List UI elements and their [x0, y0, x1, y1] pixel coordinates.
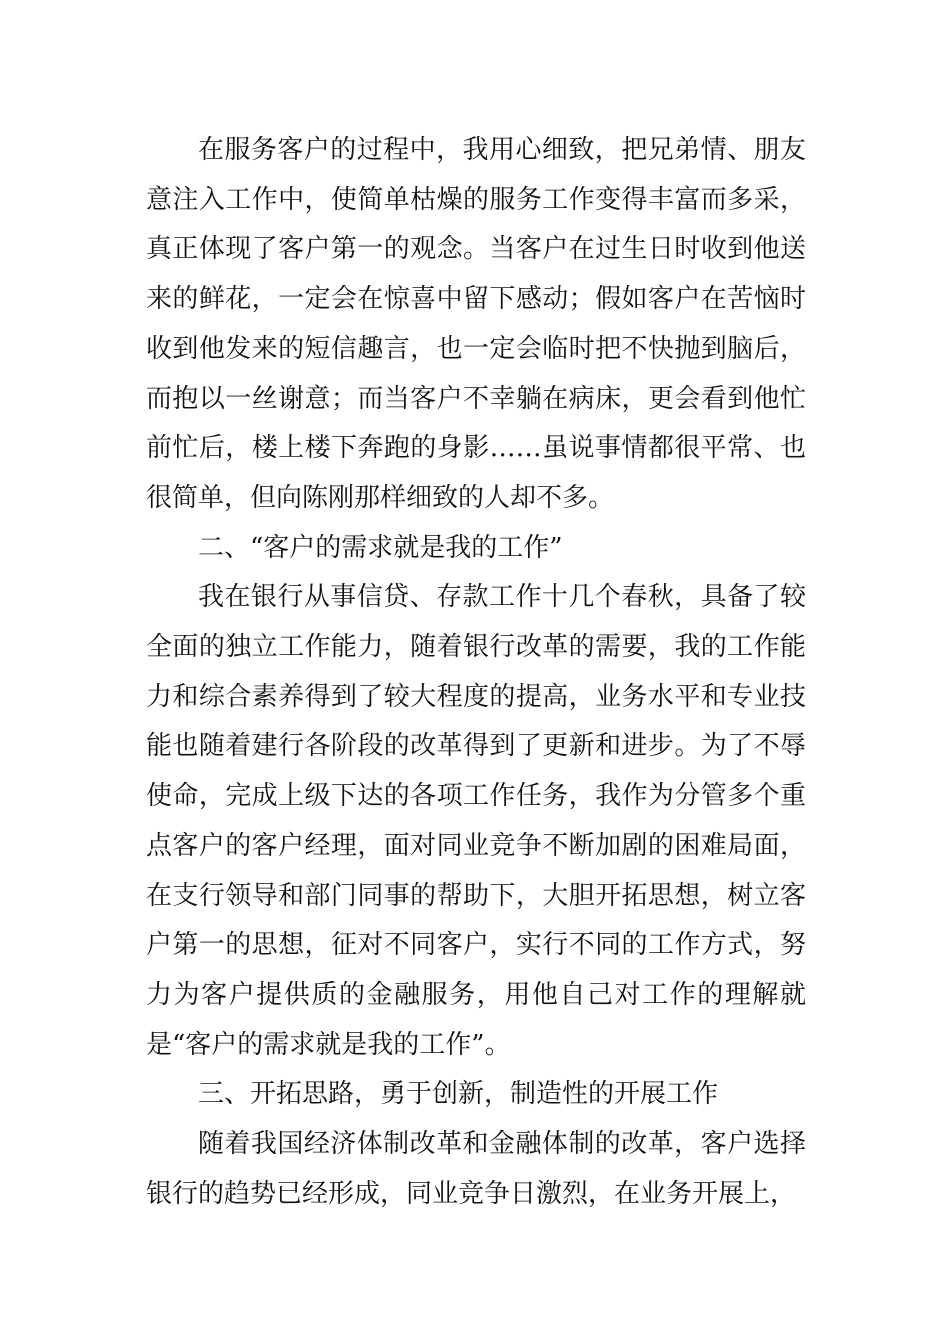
document-body: [146, 126, 806, 1219]
paragraph-service-care: 在服务客户的过程中，我用心细致，把兄弟情、朋友意注入工作中，使简单枯燥的服务工作变得丰富而多采，真正体现了客户第一的观念。当客户在过生日时收到他送来的鲜花，一定会在惊喜中留下感动；假如客户在苦恼时收到他发来的短信趣言，也一定会临时把不快抛到脑后，而抱以一丝谢意；而当客户不幸躺在病床，更会看到他忙前忙后，楼上楼下奔跑的身影……虽说事情都很平常、也很简单，但向陈刚那样细致的人却不多。: [146, 135, 806, 513]
section-heading-3: 三、开拓思路，勇于创新，制造性的开展工作: [198, 1079, 719, 1110]
paragraph-work-experience: 我在银行从事信贷、存款工作十几个春秋，具备了较全面的独立工作能力，随着银行改革的需要，我的工作能力和综合素养得到了较大程度的提高，业务水平和专业技能也随着建行各阶段的改革得到了更新和进步。为了不辱使命，完成上级下达的各项工作任务，我作为分管多个重点客户的客户经理，面对同业竞争不断加剧的困难局面，在支行领导和部门同事的帮助下，大胆开拓思想，树立客户第一的思想，征对不同客户，实行不同的工作方式，努力为客户提供质的金融服务，用他自己对工作的理解就是“客户的需求就是我的工作”。: [146, 582, 806, 1060]
section-heading-2: 二、“客户的需求就是我的工作”: [198, 532, 563, 563]
paragraph-reform-competition: 随着我国经济体制改革和金融体制的改革，客户选择银行的趋势已经形成，同业竞争日激烈，在业务开展上，: [146, 1129, 806, 1209]
